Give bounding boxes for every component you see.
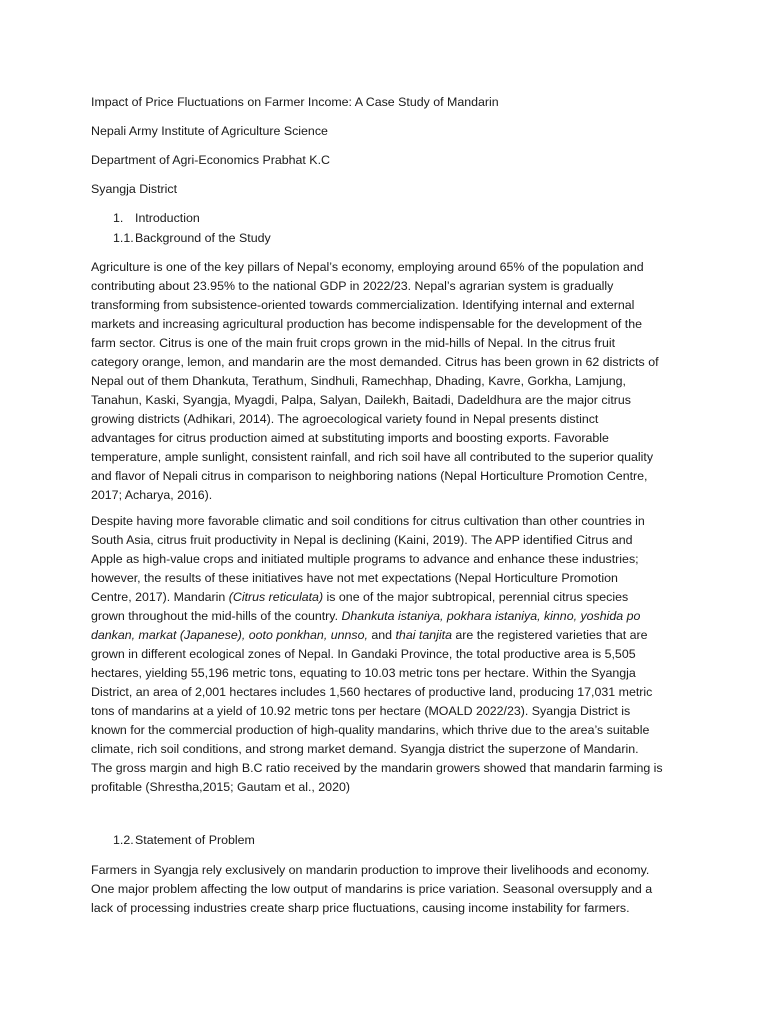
text-line: and flavor of Nepali citrus in comparison to neighboring nations (Nepal Horticulture Promotion Centre, [91,469,648,483]
section-heading-introduction [113,210,200,226]
text-line: lack of processing industries create sharp price fluctuations, causing income instability for farmers. [91,901,630,915]
variety-names: thai tanjita [395,628,452,642]
text-line: Nepal out of them Dhankuta, Terathum, Sindhuli, Ramechhap, Dhading, Kavre, Gorkha, Lamjung, [91,374,626,388]
text-run: Centre, 2017). Mandarin [91,590,229,604]
text-line: tons of mandarins at a yield of 10.92 metric tons per hectare (MOALD 2022/23). Syangja District is [91,704,631,718]
text-line: The gross margin and high B.C ratio received by the mandarin growers showed that mandarin farming is [91,761,663,775]
variety-names: Dhankuta istaniya, pokhara istaniya, kinno, yoshida po [341,609,641,623]
text-line: Despite having more favorable climatic and soil conditions for citrus cultivation than other countries in [91,514,645,528]
text-line: known for the commercial production of high-quality mandarins, which thrive due to the area’s suitable [91,723,650,737]
paragraph-background-2 [91,512,681,797]
text-line: District, an area of 2,001 hectares includes 1,560 hectares of productive land, producing 17,031 metric [91,685,653,699]
text-run: is one of the major subtropical, perennial citrus species [323,590,629,604]
text-line: growing districts (Adhikari, 2014). The agroecological variety found in Nepal presents distinct [91,412,599,426]
text-line: category orange, lemon, and mandarin are the most demanded. Citrus has been grown in 62 districts of [91,355,659,369]
subsection-number: 1.1. [113,231,134,245]
text-line: temperature, ample sunlight, consistent rainfall, and rich soil have all contributed to the superior quality [91,450,654,464]
department-line: Department of Agri-Economics Prabhat K.C [91,153,330,167]
paragraph-background-1 [91,258,681,505]
subsection-heading-problem [113,832,255,848]
text-run: grown throughout the mid-hills of the country. [91,609,342,623]
text-line: Farmers in Syangja rely exclusively on mandarin production to improve their livelihoods and economy. [91,863,650,877]
variety-names: dankan, markat (Japanese), ooto ponkhan, unnso, [91,628,368,642]
text-line: grown in different ecological zones of Nepal. In Gandaki Province, the total productive area is 5,505 [91,647,636,661]
district-line: Syangja District [91,182,178,196]
text-line: climate, rich soil conditions, and strong market demand. Syangja district the superzone of Mandarin. [91,742,639,756]
text-line [91,626,681,645]
text-line: Tanahun, Kaski, Syangja, Myagdi, Palpa, Salyan, Dailekh, Baitadi, Dadeldhura are the major citrus [91,393,631,407]
text-line: profitable (Shrestha,2015; Gautam et al., 2020) [91,780,350,794]
text-line: 2017; Acharya, 2016). [91,488,213,502]
text-line: contributing about 23.95% to the national GDP in 2022/23. Nepal’s agrarian system is gradually [91,279,614,293]
text-line: hectares, yielding 55,196 metric tons, equating to 10.03 metric tons per hectare. Within the Syangja [91,666,636,680]
text-line: transforming from subsistence-oriented towards commercialization. Identifying internal and external [91,298,635,312]
subsection-title: Background of the Study [135,231,271,245]
text-line: markets and increasing agricultural production has become indispensable for the development of the [91,317,643,331]
institute-line: Nepali Army Institute of Agriculture Science [91,124,328,138]
subsection-title: Statement of Problem [135,833,255,847]
text-line: Agriculture is one of the key pillars of Nepal’s economy, employing around 65% of the population and [91,260,644,274]
subsection-number: 1.2. [113,833,134,847]
paragraph-problem [91,861,681,918]
text-line [91,607,681,626]
text-line: One major problem affecting the low output of mandarins is price variation. Seasonal oversupply and a [91,882,653,896]
section-number: 1. [113,211,124,225]
text-run: are the registered varieties that are [451,628,648,642]
document-title: Impact of Price Fluctuations on Farmer Income: A Case Study of Mandarin [91,95,499,109]
text-line: advantages for citrus production aimed at substituting imports and boosting exports. Favorable [91,431,609,445]
text-run: and [367,628,396,642]
subsection-heading-background [113,230,271,246]
scientific-name: (Citrus reticulata) [228,590,324,604]
text-line: South Asia, citrus fruit productivity in Nepal is declining (Kaini, 2019). The APP identified Citrus and [91,533,633,547]
text-line [91,588,681,607]
section-title: Introduction [135,211,200,225]
text-line: however, the results of these initiatives have not met expectations (Nepal Horticulture Promotion [91,571,618,585]
text-line: farm sector. Citrus is one of the main fruit crops grown in the mid-hills of Nepal. In the citrus fruit [91,336,616,350]
text-line: Apple as high-value crops and initiated multiple programs to advance and enhance these industries; [91,552,639,566]
